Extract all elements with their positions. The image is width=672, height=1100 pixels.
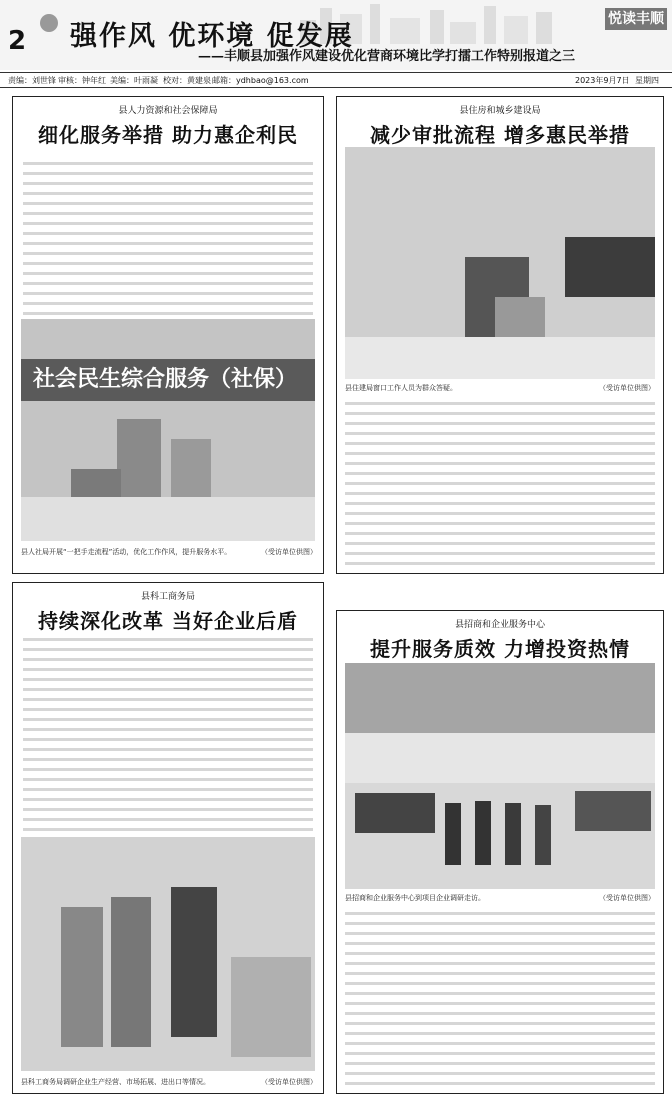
- service-counter: [21, 497, 315, 541]
- article-headline: 持续深化改革 当好企业后盾: [38, 609, 298, 633]
- article-commerce-bureau: [12, 582, 324, 1094]
- article-body-text: [23, 635, 313, 831]
- article-photo: [21, 319, 315, 541]
- person-figure: [505, 803, 521, 865]
- email-credit: 邮箱：ydhbao@163.com: [212, 76, 309, 85]
- page-number: 2: [8, 26, 27, 56]
- editor-credit: 责编：刘世锋: [8, 76, 56, 85]
- service-counter: [345, 337, 655, 379]
- photo-credit: （受访单位供图）: [261, 548, 317, 556]
- photo-caption: 县招商和企业服务中心到项目企业调研走访。: [345, 894, 485, 902]
- article-investment-center: [336, 610, 664, 1094]
- section-dept-label: 县住房和城乡建设局: [459, 106, 541, 116]
- photo-credit: （受访单位供图）: [599, 384, 655, 392]
- article-headline: 提升服务质效 力增投资热情: [370, 637, 630, 661]
- person-figure: [445, 803, 461, 865]
- parked-car: [575, 791, 651, 831]
- page-title: 强作风 优环境 促发展: [70, 21, 354, 52]
- article-headline: 细化服务举措 助力惠企利民: [38, 123, 298, 147]
- issue-weekday: 星期四: [635, 76, 659, 85]
- person-figure: [117, 419, 161, 509]
- service-hall-sign: 社会民生综合服务（社保）: [21, 359, 315, 401]
- section-dept-label: 县人力资源和社会保障局: [118, 106, 218, 116]
- article-body-text: [345, 399, 655, 567]
- parked-car: [355, 793, 435, 833]
- monitor-screen: [565, 237, 655, 297]
- factory-goods: [231, 957, 311, 1057]
- article-photo: [345, 147, 655, 379]
- photo-credit: （受访单位供图）: [599, 894, 655, 902]
- person-figure: [61, 907, 103, 1047]
- section-dept-label: 县招商和企业服务中心: [454, 620, 545, 630]
- proof-credit: 校对：黄建泉: [163, 76, 211, 85]
- person-figure: [171, 887, 217, 1037]
- article-housing-bureau: [336, 96, 664, 574]
- article-photo: [345, 663, 655, 889]
- photo-caption: 县科工商务局调研企业生产经营、市场拓展、进出口等情况。: [21, 1078, 210, 1086]
- layout-credit: 美编：叶雨凝: [110, 76, 158, 85]
- reviewer-credit: 审核：钟年红: [58, 76, 106, 85]
- person-figure: [111, 897, 151, 1047]
- editorial-meta-line: [0, 72, 672, 88]
- issue-date: 2023年9月7日: [575, 76, 630, 85]
- building-wall: [345, 733, 655, 783]
- tree-canopy: [345, 663, 655, 733]
- person-figure: [535, 805, 551, 865]
- article-hr-bureau: [12, 96, 324, 574]
- section-dept-label: 县科工商务局: [140, 592, 195, 602]
- article-body-text: [345, 909, 655, 1085]
- photo-caption: 县住建局窗口工作人员为群众答疑。: [345, 384, 457, 392]
- column-badge: 悦读丰顺: [605, 8, 667, 30]
- person-figure: [475, 801, 491, 865]
- photo-caption: 县人社局开展“一把手走流程”活动，优化工作作风，提升服务水平。: [21, 548, 232, 556]
- ribbon-emblem-icon: [40, 14, 58, 32]
- page-subtitle: ——丰顺县加强作风建设优化营商环境比学打擂工作特别报道之三: [198, 49, 576, 64]
- article-headline: 减少审批流程 增多惠民举措: [370, 123, 630, 147]
- article-photo: [21, 837, 315, 1071]
- photo-credit: （受访单位供图）: [261, 1078, 317, 1086]
- masthead-banner: [0, 0, 672, 70]
